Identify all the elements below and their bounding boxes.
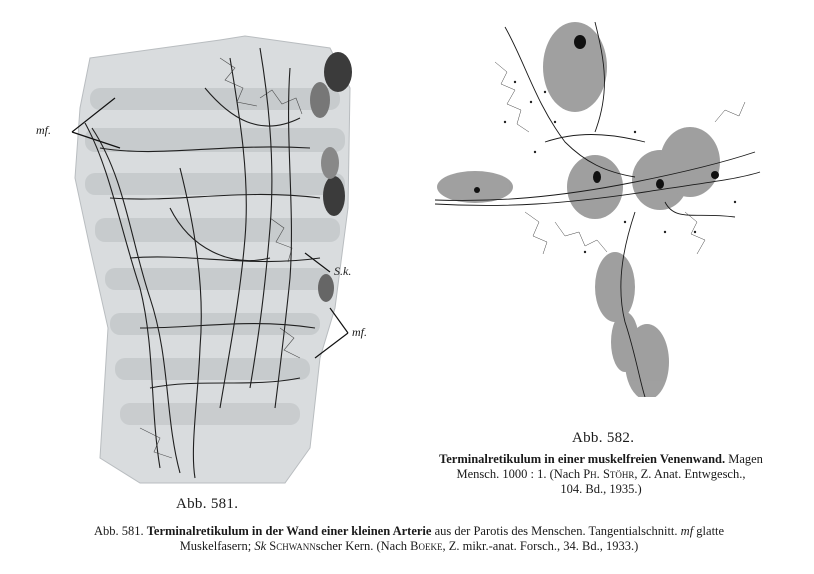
caption-581-schwann: Schwann xyxy=(269,539,316,553)
caption-582-line2-rest: , Z. Anat. Entwgesch., xyxy=(634,467,746,481)
figure-581-label: Abb. 581. xyxy=(176,496,239,512)
figure-582-image xyxy=(435,22,775,397)
caption-581-sk: Sk xyxy=(254,539,267,553)
caption-582-author-ph: Ph. xyxy=(583,467,600,481)
figure-582-label: Abb. 582. xyxy=(572,430,635,446)
caption-581-text1: aus der Parotis des Menschen. Tangentialschnitt. xyxy=(431,524,681,538)
caption-581-line2-b: scher Kern. (Nach xyxy=(315,539,411,553)
caption-581-bold: Terminalretikulum in der Wand einer kleinen Arterie xyxy=(146,524,432,538)
caption-582-bold: Terminalretikulum in einer muskelfreien Venenwand. xyxy=(439,452,726,466)
caption-581-prefix: Abb. 581. xyxy=(93,524,147,538)
figure-581-image xyxy=(30,28,370,490)
artery-wall-illustration xyxy=(30,28,370,490)
caption-581-text2: glatte xyxy=(693,524,725,538)
caption-582-line3: 104. Bd., 1935.) xyxy=(560,482,642,496)
annotation-mf-bottom: mf. xyxy=(352,325,367,339)
figure-582-caption xyxy=(388,452,814,497)
caption-581-line2-a: Muskelfasern; xyxy=(179,539,255,553)
caption-581-boeke: Boeke xyxy=(410,539,443,553)
caption-582-line2: Mensch. 1000 : 1. (Nach xyxy=(456,467,584,481)
figure-581-caption xyxy=(4,524,814,554)
vein-wall-illustration xyxy=(435,22,775,397)
caption-582-author: Stöhr xyxy=(602,467,635,481)
annotation-mf-top: mf. xyxy=(36,123,51,137)
caption-582-line1-rest: Magen xyxy=(725,452,763,466)
annotation-sk: S.k. xyxy=(334,264,352,278)
caption-581-line2-c: , Z. mikr.-anat. Forsch., 34. Bd., 1933.) xyxy=(442,539,639,553)
caption-581-mf: mf xyxy=(680,524,694,538)
